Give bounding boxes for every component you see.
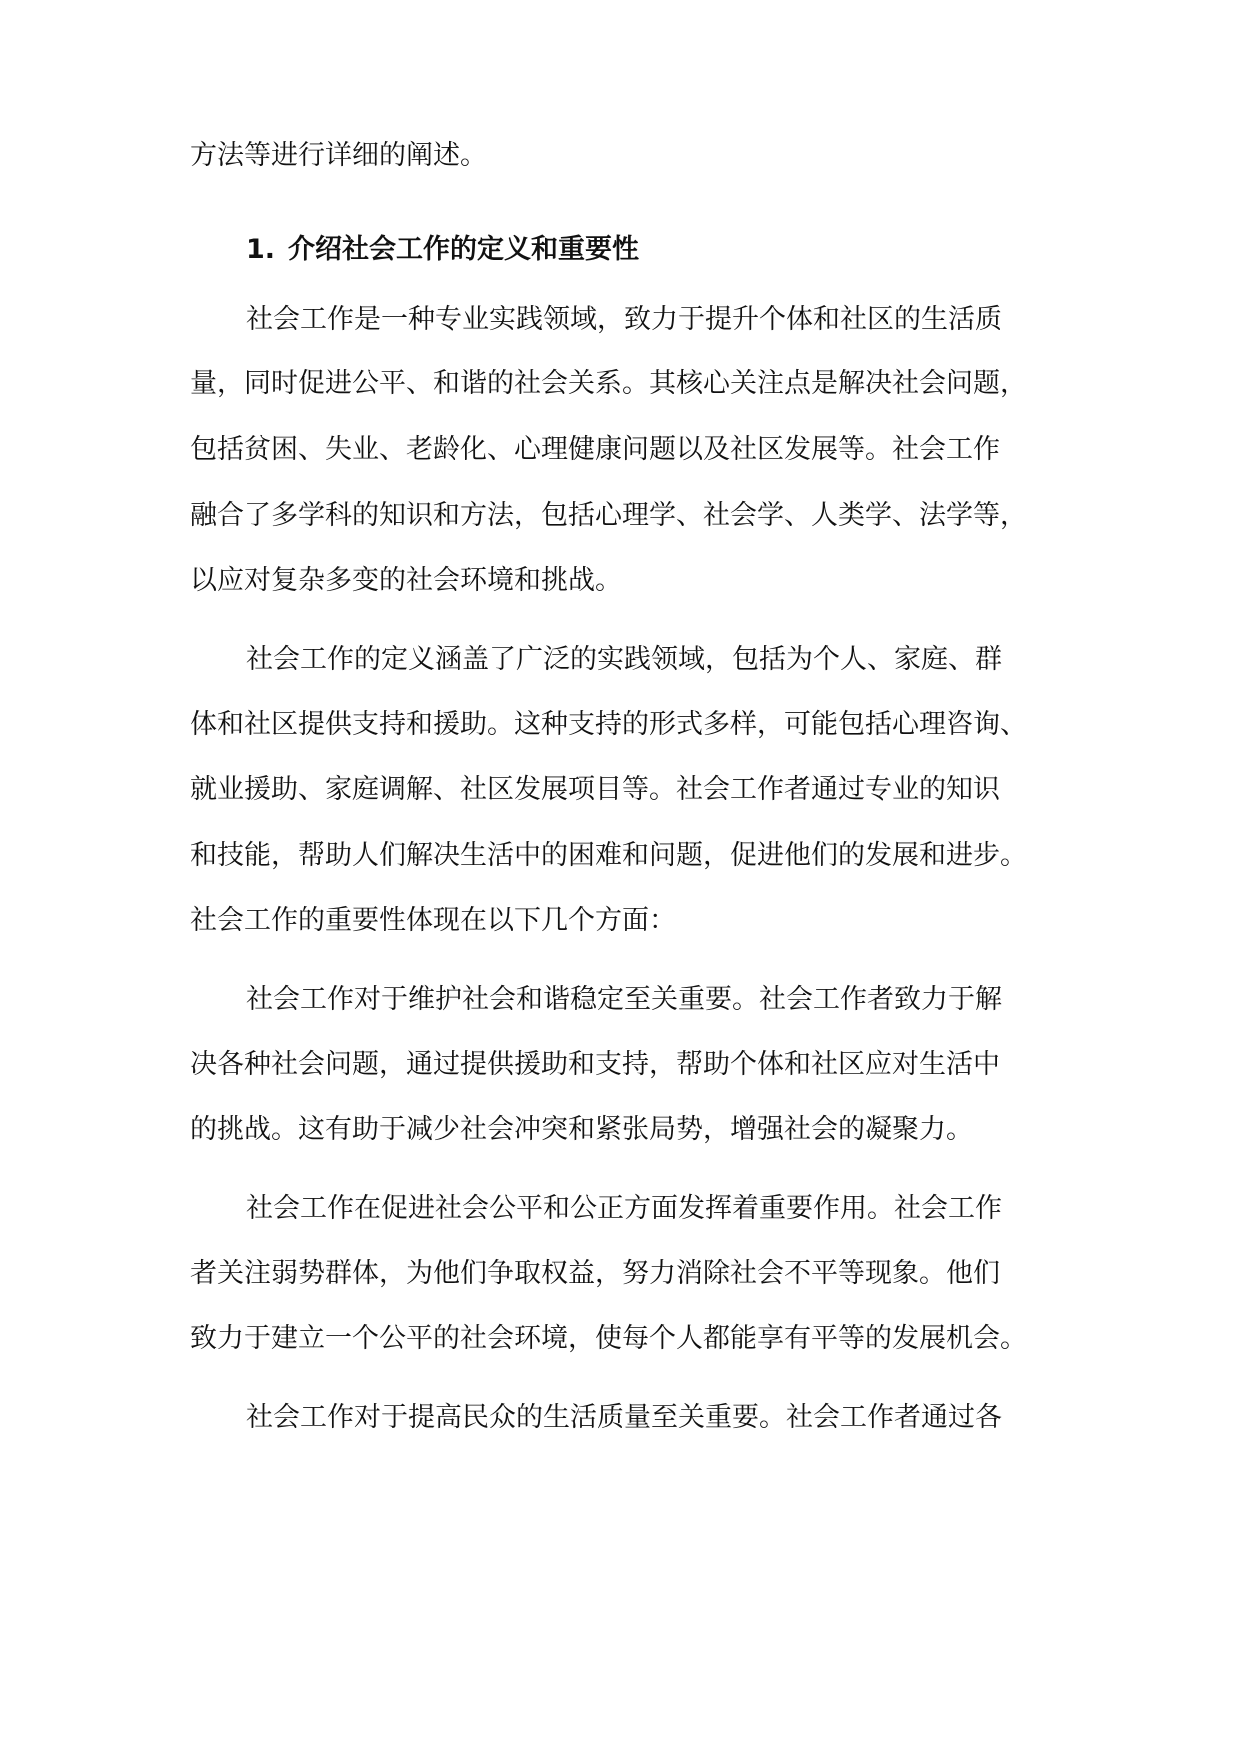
paragraph-line: 包括贫困、失业、老龄化、心理健康问题以及社区发展等。社会工作 <box>190 434 1000 465</box>
paragraph-line: 以应对复杂多变的社会环境和挑战。 <box>190 565 622 596</box>
paragraph-line: 融合了多学科的知识和方法，包括心理学、社会学、人类学、法学等， <box>190 500 1027 531</box>
paragraph-line: 的挑战。这有助于减少社会冲突和紧张局势，增强社会的凝聚力。 <box>190 1114 973 1145</box>
paragraph-line: 者关注弱势群体，为他们争取权益，努力消除社会不平等现象。他们 <box>190 1258 1000 1289</box>
paragraph-line: 体和社区提供支持和援助。这种支持的形式多样，可能包括心理咨询、 <box>190 709 1027 740</box>
section-heading <box>246 232 1126 268</box>
section-number: 1. <box>246 234 276 265</box>
paragraph-line: 社会工作是一种专业实践领域，致力于提升个体和社区的生活质 <box>246 304 1002 335</box>
paragraph-line: 致力于建立一个公平的社会环境，使每个人都能享有平等的发展机会。 <box>190 1323 1027 1354</box>
paragraph-line: 和技能，帮助人们解决生活中的困难和问题，促进他们的发展和进步。 <box>190 840 1027 871</box>
paragraph-line: 就业援助、家庭调解、社区发展项目等。社会工作者通过专业的知识 <box>190 774 1000 805</box>
paragraph-line: 社会工作对于提高民众的生活质量至关重要。社会工作者通过各 <box>246 1402 1002 1433</box>
paragraph-line: 社会工作对于维护社会和谐稳定至关重要。社会工作者致力于解 <box>246 984 1002 1015</box>
paragraph-line: 社会工作在促进社会公平和公正方面发挥着重要作用。社会工作 <box>246 1193 1002 1224</box>
section-title: 介绍社会工作的定义和重要性 <box>288 234 639 265</box>
paragraph-line: 决各种社会问题，通过提供援助和支持，帮助个体和社区应对生活中 <box>190 1049 1000 1080</box>
paragraph-line: 社会工作的定义涵盖了广泛的实践领域，包括为个人、家庭、群 <box>246 644 1002 675</box>
continuation-text: 方法等进行详细的阐述。 <box>190 140 487 171</box>
paragraph-line: 社会工作的重要性体现在以下几个方面： <box>190 905 676 936</box>
paragraph-line: 量，同时促进公平、和谐的社会关系。其核心关注点是解决社会问题， <box>190 368 1027 399</box>
